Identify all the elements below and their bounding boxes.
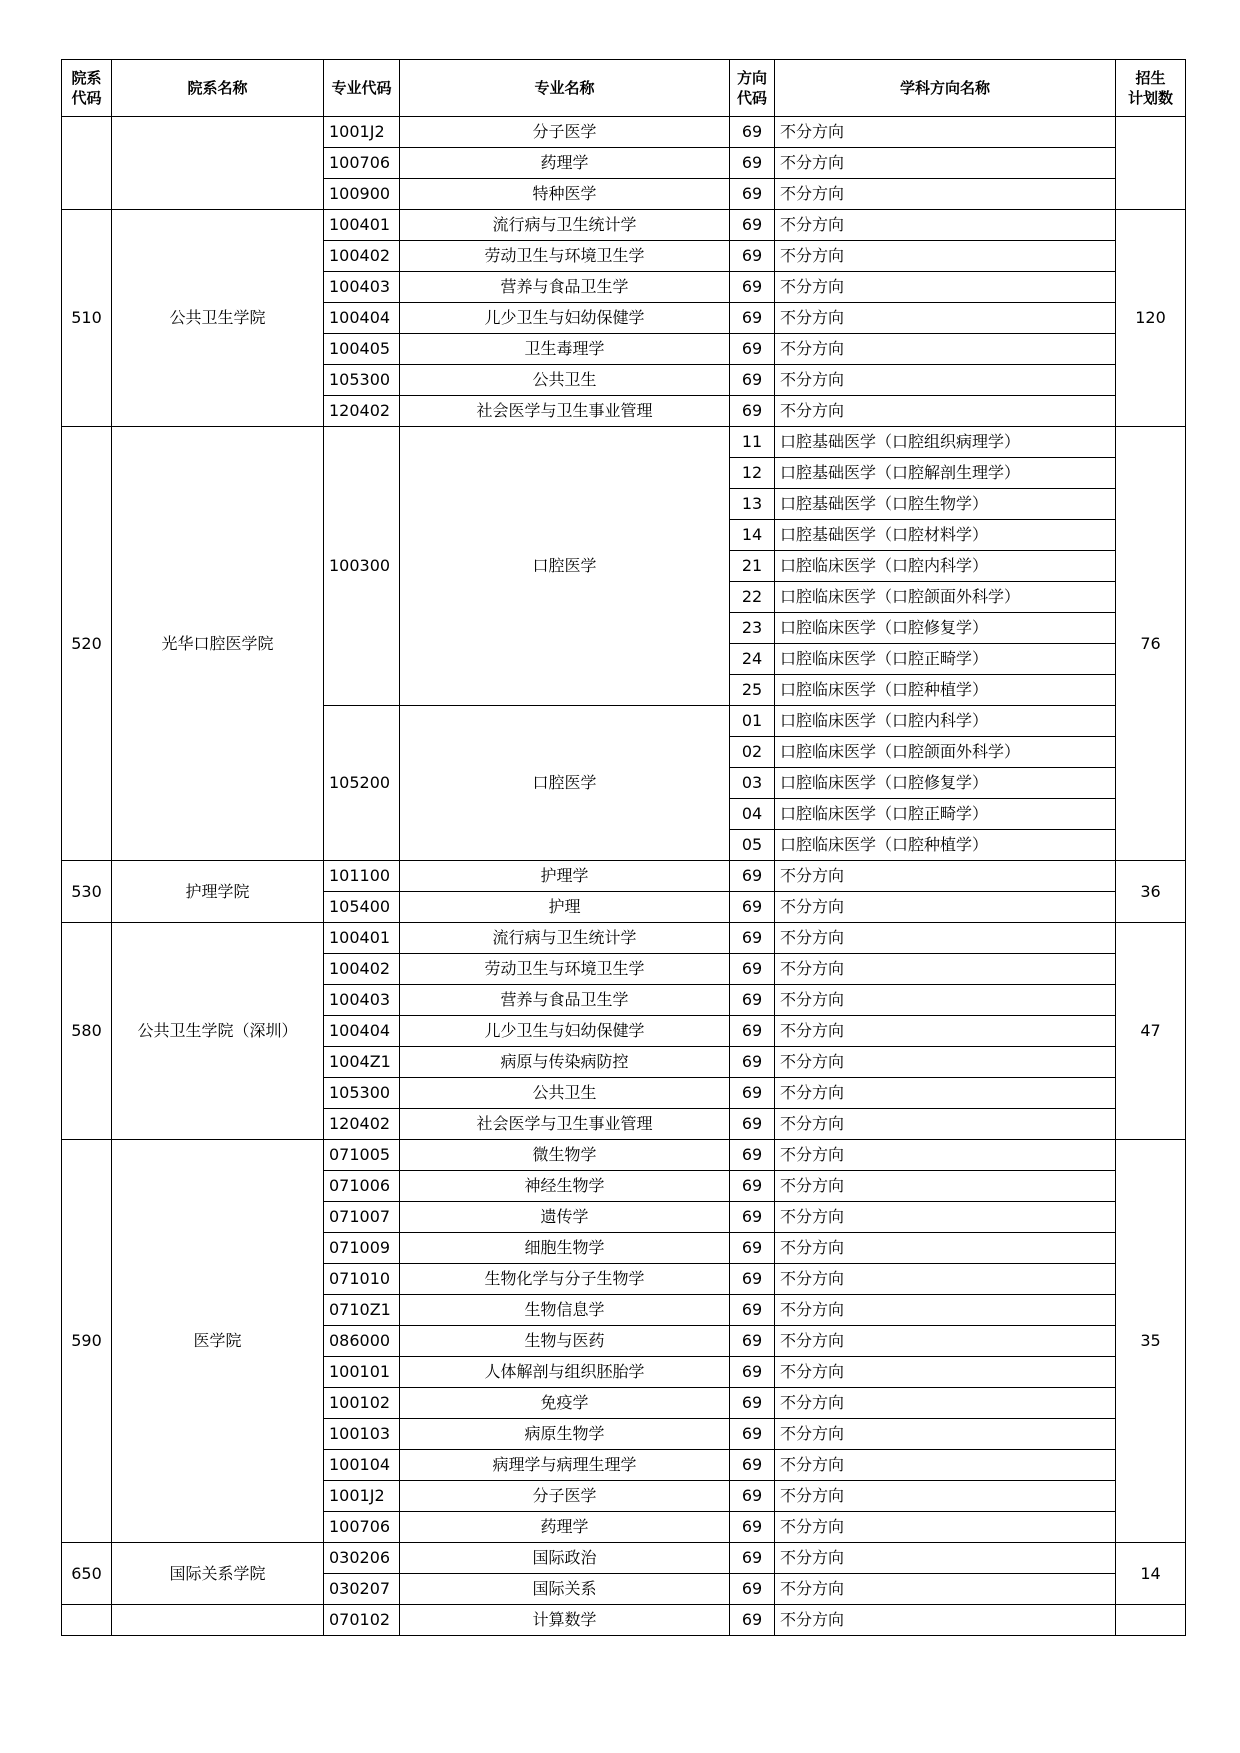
dept-code-cell [62,117,112,210]
direction-code-cell: 69 [730,1295,775,1326]
direction-code-cell: 21 [730,551,775,582]
direction-name-cell: 不分方向 [775,1326,1116,1357]
direction-name-cell: 口腔临床医学（口腔种植学） [775,830,1116,861]
plan-count-cell: 36 [1116,861,1186,923]
direction-code-cell: 69 [730,1202,775,1233]
direction-name-cell: 不分方向 [775,1574,1116,1605]
direction-code-cell: 69 [730,1078,775,1109]
direction-name-cell: 口腔临床医学（口腔修复学） [775,768,1116,799]
direction-code-cell: 04 [730,799,775,830]
major-code-cell: 100101 [324,1357,400,1388]
dept-code-cell: 650 [62,1543,112,1605]
major-code-cell: 100103 [324,1419,400,1450]
major-name-cell: 国际关系 [400,1574,730,1605]
direction-code-cell: 69 [730,1233,775,1264]
direction-name-cell: 不分方向 [775,1047,1116,1078]
major-code-cell: 100404 [324,303,400,334]
major-code-cell: 100401 [324,923,400,954]
dept-name-cell [112,1605,324,1636]
direction-code-cell: 02 [730,737,775,768]
direction-name-cell: 不分方向 [775,1295,1116,1326]
direction-code-cell: 69 [730,1388,775,1419]
direction-code-cell: 69 [730,179,775,210]
major-name-cell: 人体解剖与组织胚胎学 [400,1357,730,1388]
direction-code-cell: 23 [730,613,775,644]
direction-code-cell: 69 [730,303,775,334]
direction-name-cell: 口腔临床医学（口腔种植学） [775,675,1116,706]
direction-code-cell: 69 [730,1326,775,1357]
direction-code-cell: 69 [730,1357,775,1388]
direction-code-cell: 69 [730,1481,775,1512]
major-name-cell: 营养与食品卫生学 [400,272,730,303]
header-major-code: 专业代码 [324,60,400,117]
major-name-cell: 神经生物学 [400,1171,730,1202]
major-name-cell: 卫生毒理学 [400,334,730,365]
major-code-cell: 100402 [324,954,400,985]
dept-name-cell: 光华口腔医学院 [112,427,324,861]
major-name-cell: 公共卫生 [400,1078,730,1109]
major-name-cell: 生物化学与分子生物学 [400,1264,730,1295]
dept-code-cell: 510 [62,210,112,427]
direction-name-cell: 口腔临床医学（口腔修复学） [775,613,1116,644]
major-code-cell: 100403 [324,272,400,303]
major-code-cell: 105200 [324,706,400,861]
major-name-cell: 药理学 [400,1512,730,1543]
direction-code-cell: 25 [730,675,775,706]
major-name-cell: 劳动卫生与环境卫生学 [400,954,730,985]
direction-name-cell: 不分方向 [775,272,1116,303]
major-code-cell: 120402 [324,1109,400,1140]
direction-code-cell: 69 [730,1171,775,1202]
major-name-cell: 口腔医学 [400,706,730,861]
direction-name-cell: 不分方向 [775,1512,1116,1543]
direction-code-cell: 22 [730,582,775,613]
direction-name-cell: 不分方向 [775,334,1116,365]
direction-name-cell: 不分方向 [775,1264,1116,1295]
plan-count-cell: 47 [1116,923,1186,1140]
major-name-cell: 流行病与卫生统计学 [400,210,730,241]
enrollment-table [61,59,1186,1636]
header-direction-name: 学科方向名称 [775,60,1116,117]
direction-name-cell: 不分方向 [775,241,1116,272]
direction-name-cell: 不分方向 [775,1140,1116,1171]
major-name-cell: 生物信息学 [400,1295,730,1326]
table-row [62,1605,1186,1636]
major-name-cell: 营养与食品卫生学 [400,985,730,1016]
table-row [62,861,1186,892]
major-code-cell: 100300 [324,427,400,706]
direction-name-cell: 不分方向 [775,179,1116,210]
plan-count-cell: 14 [1116,1543,1186,1605]
major-name-cell: 遗传学 [400,1202,730,1233]
direction-code-cell: 69 [730,1450,775,1481]
direction-code-cell: 69 [730,892,775,923]
direction-name-cell: 不分方向 [775,1605,1116,1636]
major-code-cell: 1001J2 [324,117,400,148]
major-code-cell: 030207 [324,1574,400,1605]
header-direction-code: 方向 代码 [730,60,775,117]
direction-code-cell: 01 [730,706,775,737]
direction-code-cell: 69 [730,148,775,179]
major-name-cell: 口腔医学 [400,427,730,706]
table-row [62,923,1186,954]
table-row [62,117,1186,148]
major-name-cell: 社会医学与卫生事业管理 [400,396,730,427]
major-name-cell: 儿少卫生与妇幼保健学 [400,303,730,334]
direction-code-cell: 12 [730,458,775,489]
direction-code-cell: 13 [730,489,775,520]
direction-code-cell: 69 [730,923,775,954]
direction-code-cell: 69 [730,1543,775,1574]
major-code-cell: 1001J2 [324,1481,400,1512]
direction-code-cell: 69 [730,334,775,365]
major-name-cell: 儿少卫生与妇幼保健学 [400,1016,730,1047]
direction-code-cell: 69 [730,985,775,1016]
direction-code-cell: 69 [730,1512,775,1543]
major-name-cell: 免疫学 [400,1388,730,1419]
direction-name-cell: 不分方向 [775,1109,1116,1140]
direction-name-cell: 口腔临床医学（口腔颌面外科学） [775,582,1116,613]
major-name-cell: 劳动卫生与环境卫生学 [400,241,730,272]
direction-name-cell: 不分方向 [775,210,1116,241]
major-name-cell: 药理学 [400,148,730,179]
major-name-cell: 流行病与卫生统计学 [400,923,730,954]
direction-name-cell: 不分方向 [775,1233,1116,1264]
dept-name-cell: 医学院 [112,1140,324,1543]
major-code-cell: 100102 [324,1388,400,1419]
major-name-cell: 病原与传染病防控 [400,1047,730,1078]
direction-name-cell: 口腔临床医学（口腔正畸学） [775,799,1116,830]
direction-name-cell: 不分方向 [775,1481,1116,1512]
major-name-cell: 生物与医药 [400,1326,730,1357]
direction-code-cell: 69 [730,1574,775,1605]
direction-code-cell: 69 [730,1419,775,1450]
direction-name-cell: 口腔临床医学（口腔内科学） [775,706,1116,737]
direction-name-cell: 口腔基础医学（口腔材料学） [775,520,1116,551]
major-name-cell: 病原生物学 [400,1419,730,1450]
major-code-cell: 100404 [324,1016,400,1047]
direction-name-cell: 不分方向 [775,985,1116,1016]
major-code-cell: 070102 [324,1605,400,1636]
direction-name-cell: 不分方向 [775,1419,1116,1450]
major-code-cell: 0710Z1 [324,1295,400,1326]
direction-name-cell: 不分方向 [775,892,1116,923]
direction-name-cell: 不分方向 [775,365,1116,396]
direction-name-cell: 不分方向 [775,861,1116,892]
direction-code-cell: 69 [730,365,775,396]
table-row [62,1543,1186,1574]
direction-name-cell: 不分方向 [775,1388,1116,1419]
major-name-cell: 分子医学 [400,117,730,148]
major-code-cell: 100405 [324,334,400,365]
major-code-cell: 100706 [324,1512,400,1543]
major-name-cell: 分子医学 [400,1481,730,1512]
direction-code-cell: 69 [730,1264,775,1295]
direction-code-cell: 05 [730,830,775,861]
direction-code-cell: 24 [730,644,775,675]
direction-name-cell: 不分方向 [775,303,1116,334]
direction-name-cell: 不分方向 [775,117,1116,148]
dept-code-cell: 580 [62,923,112,1140]
direction-name-cell: 不分方向 [775,148,1116,179]
header-row [62,60,1186,117]
direction-name-cell: 不分方向 [775,1016,1116,1047]
direction-code-cell: 69 [730,210,775,241]
direction-code-cell: 69 [730,241,775,272]
direction-code-cell: 69 [730,861,775,892]
dept-name-cell: 公共卫生学院（深圳） [112,923,324,1140]
major-code-cell: 071007 [324,1202,400,1233]
direction-name-cell: 口腔临床医学（口腔内科学） [775,551,1116,582]
major-code-cell: 071006 [324,1171,400,1202]
major-code-cell: 100706 [324,148,400,179]
major-name-cell: 微生物学 [400,1140,730,1171]
major-code-cell: 086000 [324,1326,400,1357]
enrollment-table-page [61,59,1185,1695]
major-name-cell: 国际政治 [400,1543,730,1574]
major-name-cell: 社会医学与卫生事业管理 [400,1109,730,1140]
table-row [62,210,1186,241]
major-name-cell: 病理学与病理生理学 [400,1450,730,1481]
direction-name-cell: 不分方向 [775,1357,1116,1388]
header-dept-name: 院系名称 [112,60,324,117]
major-name-cell: 护理学 [400,861,730,892]
direction-name-cell: 口腔临床医学（口腔颌面外科学） [775,737,1116,768]
major-code-cell: 100104 [324,1450,400,1481]
direction-code-cell: 69 [730,954,775,985]
direction-code-cell: 69 [730,272,775,303]
major-code-cell: 071009 [324,1233,400,1264]
direction-code-cell: 14 [730,520,775,551]
dept-name-cell [112,117,324,210]
direction-code-cell: 11 [730,427,775,458]
major-name-cell: 公共卫生 [400,365,730,396]
direction-code-cell: 69 [730,1109,775,1140]
dept-code-cell [62,1605,112,1636]
plan-count-cell: 76 [1116,427,1186,861]
plan-count-cell [1116,1605,1186,1636]
major-code-cell: 071010 [324,1264,400,1295]
major-name-cell: 护理 [400,892,730,923]
direction-code-cell: 69 [730,117,775,148]
major-code-cell: 100403 [324,985,400,1016]
major-code-cell: 105400 [324,892,400,923]
plan-count-cell: 35 [1116,1140,1186,1543]
direction-name-cell: 口腔基础医学（口腔解剖生理学） [775,458,1116,489]
header-major-name: 专业名称 [400,60,730,117]
major-code-cell: 100401 [324,210,400,241]
header-dept-code: 院系 代码 [62,60,112,117]
direction-code-cell: 03 [730,768,775,799]
direction-name-cell: 不分方向 [775,954,1116,985]
major-name-cell: 计算数学 [400,1605,730,1636]
direction-name-cell: 不分方向 [775,923,1116,954]
dept-name-cell: 护理学院 [112,861,324,923]
plan-count-cell: 120 [1116,210,1186,427]
direction-name-cell: 不分方向 [775,1078,1116,1109]
direction-name-cell: 口腔基础医学（口腔组织病理学） [775,427,1116,458]
major-code-cell: 100900 [324,179,400,210]
direction-code-cell: 69 [730,1605,775,1636]
direction-name-cell: 不分方向 [775,1543,1116,1574]
major-code-cell: 100402 [324,241,400,272]
dept-name-cell: 国际关系学院 [112,1543,324,1605]
dept-name-cell: 公共卫生学院 [112,210,324,427]
major-code-cell: 105300 [324,1078,400,1109]
dept-code-cell: 590 [62,1140,112,1543]
direction-code-cell: 69 [730,1016,775,1047]
header-plan-count: 招生 计划数 [1116,60,1186,117]
major-code-cell: 105300 [324,365,400,396]
major-name-cell: 细胞生物学 [400,1233,730,1264]
direction-name-cell: 不分方向 [775,1202,1116,1233]
major-code-cell: 030206 [324,1543,400,1574]
major-code-cell: 1004Z1 [324,1047,400,1078]
direction-name-cell: 口腔临床医学（口腔正畸学） [775,644,1116,675]
table-row [62,1140,1186,1171]
direction-code-cell: 69 [730,396,775,427]
direction-code-cell: 69 [730,1047,775,1078]
direction-name-cell: 不分方向 [775,1450,1116,1481]
major-code-cell: 071005 [324,1140,400,1171]
direction-code-cell: 69 [730,1140,775,1171]
major-code-cell: 120402 [324,396,400,427]
direction-name-cell: 口腔基础医学（口腔生物学） [775,489,1116,520]
direction-name-cell: 不分方向 [775,1171,1116,1202]
plan-count-cell [1116,117,1186,210]
table-row [62,427,1186,458]
major-code-cell: 101100 [324,861,400,892]
major-name-cell: 特种医学 [400,179,730,210]
dept-code-cell: 520 [62,427,112,861]
dept-code-cell: 530 [62,861,112,923]
direction-name-cell: 不分方向 [775,396,1116,427]
